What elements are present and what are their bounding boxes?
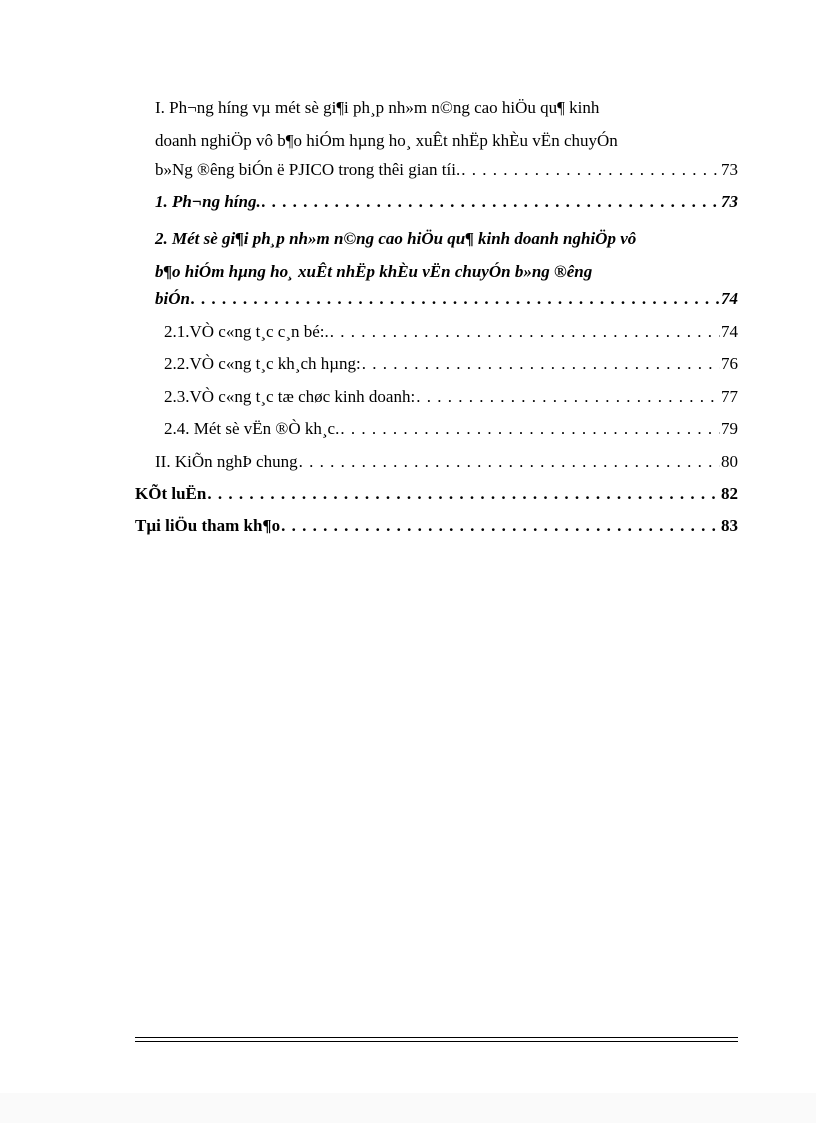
toc-leader-dots [340, 418, 720, 440]
toc-page-number: 82 [721, 484, 738, 503]
footer-rule-top [135, 1037, 738, 1038]
page-bottom-margin [0, 1093, 816, 1123]
toc-leader-dots [461, 159, 720, 181]
toc-entry-staff-work[interactable] [164, 321, 738, 343]
toc-leader-dots [330, 321, 720, 343]
toc-entry-line: I. Ph¬ng híng vµ mét sè gi¶i ph¸p nh»m n©ng cao hiÖu qu¶ kinh [155, 98, 600, 117]
toc-leader-dots [362, 353, 720, 375]
toc-entry-some-solutions-last-line[interactable] [155, 288, 738, 310]
toc-entry-other-issues[interactable] [164, 418, 738, 440]
toc-entry-title: 2.1.VÒ c«ng t¸c c¸n bé:. [164, 322, 329, 341]
toc-entry-direction[interactable] [155, 191, 738, 213]
toc-page-number: 79 [721, 419, 738, 438]
toc-leader-dots [262, 191, 720, 213]
toc-leader-dots [281, 515, 720, 537]
toc-entry-line: b¶o hiÓm hµng ho¸ xuÊt nhËp khÈu vËn chuyÓn b»ng ®êng [155, 261, 593, 281]
toc-leader-dots [191, 288, 720, 310]
toc-entry-future-solutions[interactable] [155, 92, 700, 157]
toc-page-number: 74 [721, 289, 738, 308]
toc-entry-title: 2.4. Mét sè vËn ®Ò kh¸c. [164, 419, 340, 438]
toc-page-number: 77 [721, 387, 738, 406]
toc-page-number: 73 [721, 192, 738, 211]
toc-page-number: 80 [721, 452, 738, 471]
toc-entry-business-organization[interactable] [164, 386, 738, 408]
footer-rule-bottom [135, 1041, 738, 1042]
toc-entry-conclusion[interactable] [135, 483, 738, 505]
toc-entry-title: II. KiÕn nghÞ chung [155, 452, 298, 471]
toc-entry-line: biÓn [155, 289, 190, 308]
toc-entry-title: 1. Ph¬ng híng. [155, 192, 261, 211]
toc-entry-customer-work[interactable] [164, 353, 738, 375]
toc-entry-title: Tµi liÖu tham kh¶o [135, 516, 281, 535]
toc-entry-line: doanh nghiÖp vô b¶o hiÓm hµng ho¸ xuÊt nhËp khÈu vËn chuyÓn [155, 130, 618, 150]
toc-entry-title: KÕt luËn [135, 484, 207, 503]
toc-entry-general-recommendations[interactable] [155, 451, 738, 473]
toc-leader-dots [299, 451, 720, 473]
toc-leader-dots [207, 483, 720, 505]
toc-entry-title: 2.2.VÒ c«ng t¸c kh¸ch hµng: [164, 354, 361, 373]
toc-entry-some-solutions[interactable] [155, 223, 700, 288]
toc-entry-title: 2.3.VÒ c«ng t¸c tæ chøc kinh doanh: [164, 387, 416, 406]
toc-page-number: 73 [721, 160, 738, 179]
toc-leader-dots [416, 386, 720, 408]
toc-entry-line: 2. Mét sè gi¶i ph¸p nh»m n©ng cao hiÖu qu¶ kinh doanh nghiÖp vô [155, 229, 637, 248]
toc-entry-line: b»Ng ®êng biÓn ë PJICO trong thêi gian tíi. [155, 160, 461, 179]
toc-page-number: 76 [721, 354, 738, 373]
toc-page-number: 83 [721, 516, 738, 535]
toc-entry-future-solutions-last-line[interactable] [155, 159, 738, 181]
toc-entry-references[interactable] [135, 515, 738, 537]
toc-page-number: 74 [721, 322, 738, 341]
